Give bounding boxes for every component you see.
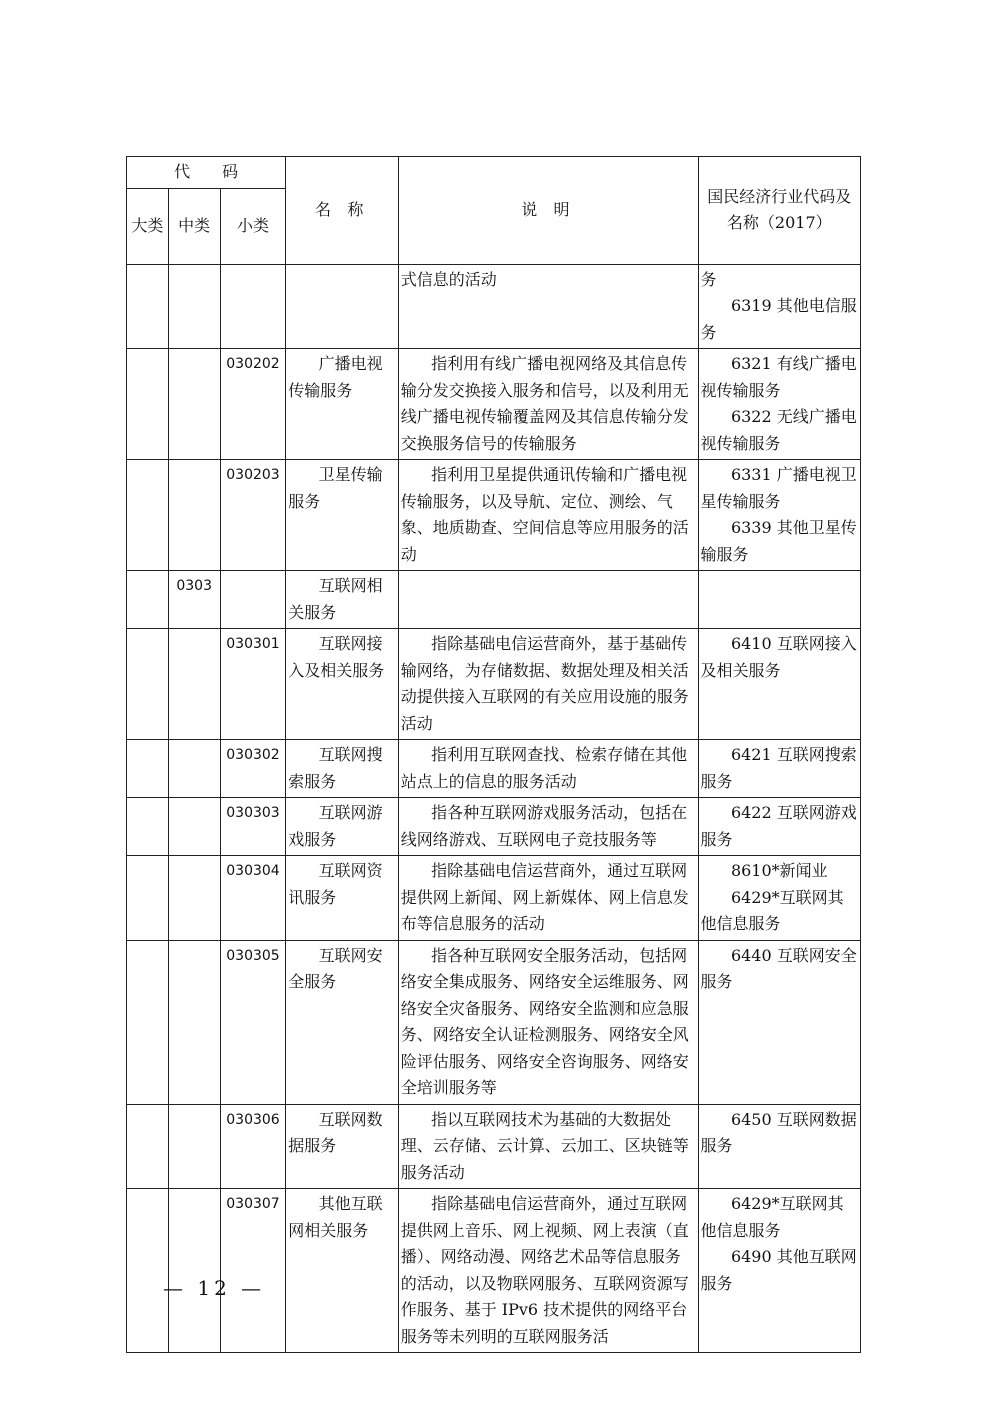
cell-small <box>220 264 286 349</box>
national-code-entry: 6319 其他电信服务 <box>700 296 857 342</box>
header-name: 名 称 <box>286 157 398 265</box>
cell-desc: 指利用有线广播电视网络及其信息传输分发交换接入服务和信号，以及利用无线广播电视传输覆盖网及其信息传输分发交换服务信号的传输服务 <box>398 349 698 460</box>
national-code-entry: 6429*互联网其他信息服务 <box>700 887 844 933</box>
cell-big <box>127 856 169 941</box>
cell-desc: 式信息的活动 <box>398 264 698 349</box>
cell-name: 其他互联网相关服务 <box>286 1189 398 1353</box>
national-code-entry: 6339 其他卫星传输服务 <box>700 518 857 564</box>
cell-big <box>127 460 169 571</box>
table-row <box>127 856 861 941</box>
national-code-entry: 6440 互联网安全服务 <box>700 945 857 991</box>
cell-desc: 指利用卫星提供通讯传输和广播电视传输服务，以及导航、定位、测绘、气象、地质勘查、空间信息等应用服务的活动 <box>398 460 698 571</box>
header-desc: 说 明 <box>398 157 698 265</box>
cell-mid <box>168 264 220 349</box>
table-row <box>127 349 861 460</box>
cell-name: 互联网相关服务 <box>286 571 398 629</box>
cell-national-code <box>698 1189 860 1353</box>
cell-name: 卫星传输服务 <box>286 460 398 571</box>
cell-small: 030303 <box>220 798 286 856</box>
cell-national-code <box>698 1104 860 1189</box>
page-number: — 12 — <box>163 1276 266 1300</box>
national-code-entry: 6450 互联网数据服务 <box>700 1109 857 1155</box>
cell-mid <box>168 940 220 1104</box>
cell-name: 互联网资讯服务 <box>286 856 398 941</box>
table-row <box>127 629 861 740</box>
cell-national-code <box>698 460 860 571</box>
cell-big <box>127 571 169 629</box>
cell-big <box>127 629 169 740</box>
cell-mid <box>168 856 220 941</box>
national-code-entry: 6410 互联网接入及相关服务 <box>700 634 857 680</box>
cell-national-code <box>698 571 860 629</box>
table-row <box>127 740 861 798</box>
cell-desc: 指除基础电信运营商外，通过互联网提供网上音乐、网上视频、网上表演（直播）、网络动漫、网络艺术品等信息服务的活动，以及物联网服务、互联网资源写作服务、基于 IPv6 技术提供的网络平台服务等未列明的互联网服务活 <box>398 1189 698 1353</box>
cell-desc: 指除基础电信运营商外，通过互联网提供网上新闻、网上新媒体、网上信息发布等信息服务的活动 <box>398 856 698 941</box>
cell-small: 030203 <box>220 460 286 571</box>
table-row <box>127 1189 861 1353</box>
cell-big <box>127 264 169 349</box>
cell-national-code <box>698 349 860 460</box>
classification-table <box>126 156 861 1353</box>
cell-national-code <box>698 629 860 740</box>
cell-mid <box>168 740 220 798</box>
cell-desc: 指以互联网技术为基础的大数据处理、云存储、云计算、云加工、区块链等服务活动 <box>398 1104 698 1189</box>
national-code-entry: 6322 无线广播电视传输服务 <box>700 407 857 453</box>
table-row <box>127 460 861 571</box>
cell-small: 030306 <box>220 1104 286 1189</box>
cell-small: 030307 <box>220 1189 286 1353</box>
cell-desc: 指各种互联网安全服务活动，包括网络安全集成服务、网络安全运维服务、网络安全灾备服务、网络安全监测和应急服务、网络安全认证检测服务、网络安全风险评估服务、网络安全咨询服务、网络安全培训服务等 <box>398 940 698 1104</box>
table-row <box>127 571 861 629</box>
cell-mid <box>168 349 220 460</box>
national-code-entry: 6422 互联网游戏服务 <box>700 803 857 849</box>
cell-big <box>127 940 169 1104</box>
cell-name: 互联网安全服务 <box>286 940 398 1104</box>
cell-national-code <box>698 798 860 856</box>
cell-name <box>286 264 398 349</box>
header-national-code: 国民经济行业代码及名称（2017） <box>698 157 860 265</box>
cell-desc <box>398 571 698 629</box>
cell-small: 030302 <box>220 740 286 798</box>
cell-mid <box>168 460 220 571</box>
cell-national-code <box>698 264 860 349</box>
cell-big <box>127 1104 169 1189</box>
cell-big <box>127 798 169 856</box>
cell-small: 030305 <box>220 940 286 1104</box>
table-body <box>127 264 861 1353</box>
national-code-entry: 6331 广播电视卫星传输服务 <box>700 465 857 511</box>
cell-national-code <box>698 856 860 941</box>
cell-big <box>127 740 169 798</box>
cell-name: 广播电视传输服务 <box>286 349 398 460</box>
cell-name: 互联网接入及相关服务 <box>286 629 398 740</box>
table-row <box>127 940 861 1104</box>
cell-small: 030301 <box>220 629 286 740</box>
cell-mid <box>168 629 220 740</box>
cell-desc: 指各种互联网游戏服务活动，包括在线网络游戏、互联网电子竞技服务等 <box>398 798 698 856</box>
cell-big <box>127 1189 169 1353</box>
cell-name: 互联网搜索服务 <box>286 740 398 798</box>
table-row <box>127 264 861 349</box>
national-code-entry: 6421 互联网搜索服务 <box>700 745 857 791</box>
cell-small: 030202 <box>220 349 286 460</box>
cell-national-code <box>698 740 860 798</box>
national-code-entry: 6490 其他互联网服务 <box>700 1247 857 1293</box>
cell-mid: 0303 <box>168 571 220 629</box>
cell-national-code <box>698 940 860 1104</box>
table-row <box>127 1104 861 1189</box>
cell-mid <box>168 798 220 856</box>
national-code-entry: 6429*互联网其他信息服务 <box>700 1194 844 1240</box>
header-small: 小类 <box>220 188 286 264</box>
header-big: 大类 <box>127 188 169 264</box>
table-row <box>127 798 861 856</box>
cell-mid <box>168 1189 220 1353</box>
cell-big <box>127 349 169 460</box>
cell-small: 030304 <box>220 856 286 941</box>
cell-mid <box>168 1104 220 1189</box>
national-code-entry: 8610*新闻业 <box>730 861 828 880</box>
cell-name: 互联网数据服务 <box>286 1104 398 1189</box>
cell-desc: 指利用互联网查找、检索存储在其他站点上的信息的服务活动 <box>398 740 698 798</box>
cell-desc: 指除基础电信运营商外，基于基础传输网络，为存储数据、数据处理及相关活动提供接入互联网的有关应用设施的服务活动 <box>398 629 698 740</box>
header-mid: 中类 <box>168 188 220 264</box>
cell-small <box>220 571 286 629</box>
national-code-entry: 6321 有线广播电视传输服务 <box>700 354 857 400</box>
cell-name: 互联网游戏服务 <box>286 798 398 856</box>
national-code-entry: 务 <box>700 269 717 289</box>
header-code-group: 代 码 <box>127 157 286 189</box>
